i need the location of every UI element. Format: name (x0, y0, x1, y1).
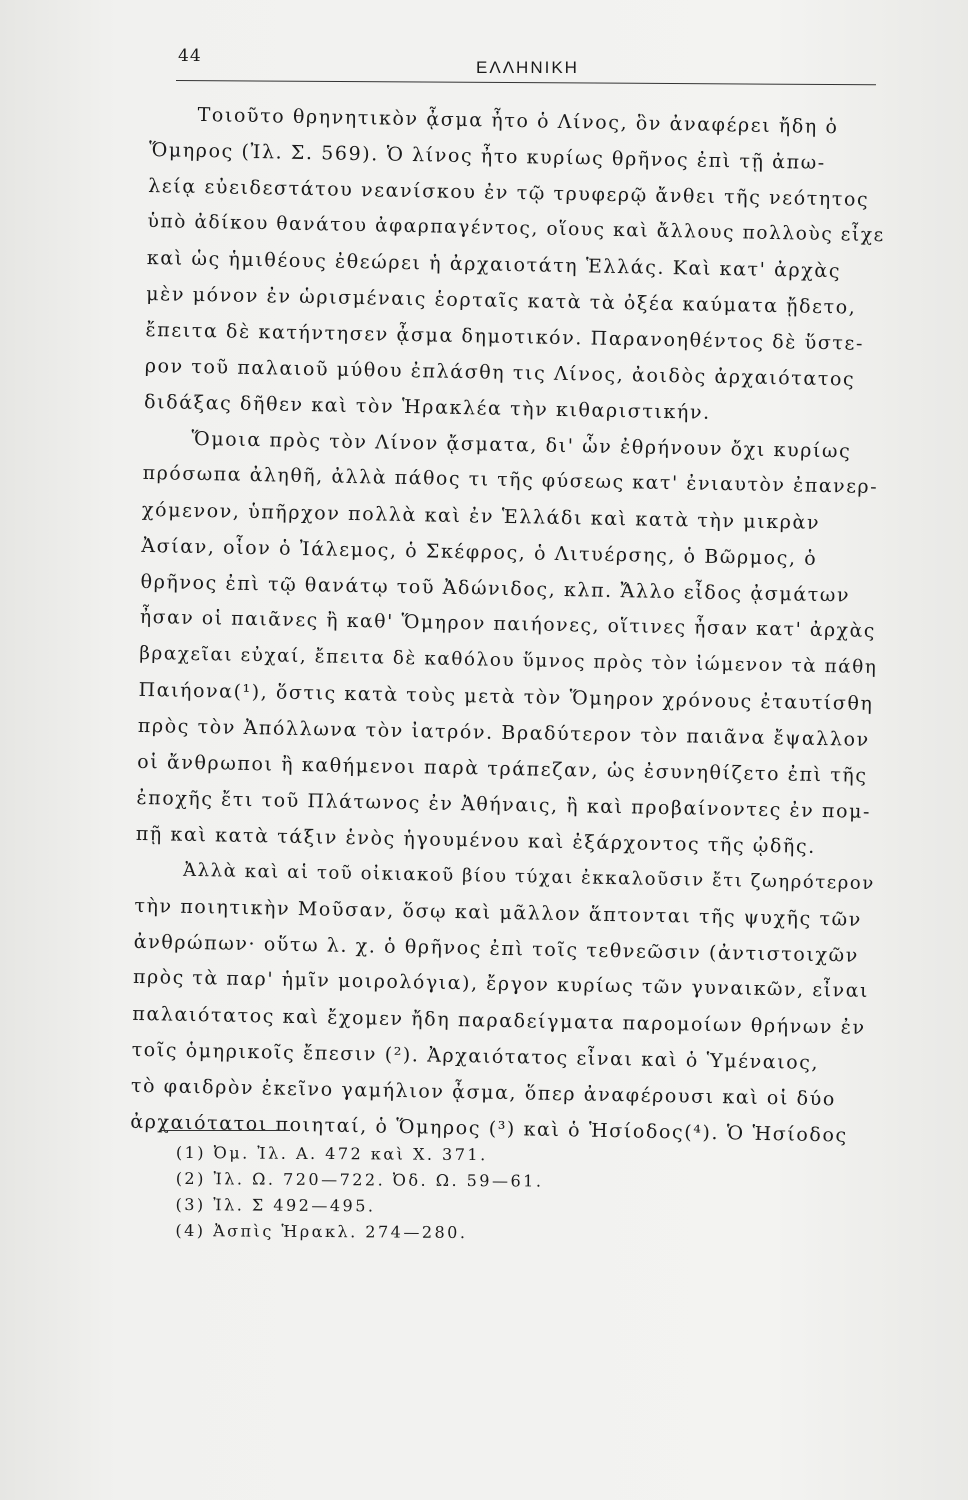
text-line: θρῆνος ἐπὶ τῷ θανάτῳ τοῦ Ἀδώνιδος, κλπ. Ἄλλο εἶδος ᾀσμάτων (140, 570, 851, 607)
text-line: τὸ φαιδρὸν ἐκεῖνο γαμήλιον ᾆσμα, ὅπερ ἀναφέρουσι καὶ οἱ δύο (130, 1074, 837, 1111)
text-line: διδάξας δῆθεν καὶ τὸν Ἡρακλέα τὴν κιθαριστικήν. (143, 390, 711, 424)
text-line: τὴν ποιητικὴν Μοῦσαν, ὅσῳ καὶ μᾶλλον ἅπτονται τῆς ψυχῆς τῶν (134, 894, 863, 931)
page-number: 44 (178, 46, 202, 66)
text-line: πρόσωπα ἀληθῆ, ἀλλὰ πάθος τι τῆς φύσεως κατ' ἐνιαυτὸν ἐπανερ- (142, 462, 879, 499)
running-head: ΕΛΛΗΝΙΚΗ (476, 58, 579, 77)
text-line: ρον τοῦ παλαιοῦ μύθου ἐπλάσθη τις Λίνος, ἀοιδὸς ἀρχαιότατος (144, 354, 856, 391)
text-line: ὑπὸ ἀδίκου θανάτου ἀφαρπαγέντος, οἵους καὶ ἄλλους πολλοὺς εἶχε (147, 210, 886, 247)
text-line: βραχεῖαι εὐχαί, ἔπειτα δὲ καθόλου ὕμνος πρὸς τὸν ἰώμενον τὰ πάθη (139, 642, 878, 679)
footnote: (3) Ἰλ. Σ 492—495. (175, 1194, 376, 1216)
text-line: Ἀλλὰ καὶ αἱ τοῦ οἰκιακοῦ βίου τύχαι ἐκκαλοῦσιν ἔτι ζωηρότερον (182, 859, 876, 895)
text-line: ἔπειτα δὲ κατήντησεν ᾆσμα δημοτικόν. Παρανοηθέντος δὲ ὕστε- (145, 318, 865, 355)
footnotes (175, 1140, 676, 1247)
text-line: παλαιότατος καὶ ἔχομεν ἤδη παραδείγματα παρομοίων θρήνων ἐν (132, 1002, 866, 1039)
text-line: Παιήονα(¹), ὅστις κατὰ τοὺς μετὰ τὸν Ὅμηρον χρόνους ἐταυτίσθη (138, 678, 874, 715)
text-line: Ἀσίαν, οἷον ὁ Ἰάλεμος, ὁ Σκέφρος, ὁ Λιτυέρσης, ὁ Βῶρμος, ὁ (141, 534, 818, 570)
text-line: ἀρχαιότατοι ποιηταί, ὁ Ὅμηρος (³) καὶ ὁ Ἡσίοδος(⁴). Ὁ Ἡσίοδος (130, 1110, 848, 1147)
header-rule (176, 80, 876, 85)
footnote: (2) Ἰλ. Ω. 720—722. Ὀδ. Ω. 59—61. (175, 1168, 544, 1191)
footnote: (1) Ὀμ. Ἰλ. Α. 472 καὶ Χ. 371. (175, 1142, 488, 1165)
text-line: Ὅμοια πρὸς τὸν Λίνον ᾄσματα, δι' ὧν ἐθρήνουν ὄχι κυρίως (191, 427, 852, 463)
text-line: Τοιοῦτο θρηνητικὸν ᾆσμα ἦτο ὁ Λίνος, ὃν ἀναφέρει ἤδη ὁ (197, 103, 839, 139)
text-line: καὶ ὡς ἡμιθέους ἐθεώρει ἡ ἀρχαιοτάτη Ἑλλάς. Καὶ κατ' ἀρχὰς (146, 246, 842, 283)
text-line: πῇ καὶ κατὰ τάξιν ἑνὸς ἡγουμένου καὶ ἐξάρχοντος τῆς ᾠδῆς. (135, 822, 817, 858)
text-line: ἀνθρώπων· οὕτω λ. χ. ὁ θρῆνος ἐπὶ τοῖς τεθνεῶσιν (ἀντιστοιχῶν (133, 930, 860, 967)
text-line: μὲν μόνον ἐν ὡρισμέναις ἑορταῖς κατὰ τὰ ὀξέα καύματα ᾔδετο, (145, 282, 857, 319)
text-line: ἦσαν οἱ παιᾶνες ἢ καθ' Ὅμηρον παιήονες, οἵτινες ἦσαν κατ' ἀρχὰς (139, 606, 877, 643)
text-line: ἐποχῆς ἔτι τοῦ Πλάτωνος ἐν Ἀθήναις, ἢ καὶ προβαίνοντες ἐν πομ- (136, 786, 872, 823)
text-line: τοῖς ὁμηρικοῖς ἔπεσιν (²). Ἀρχαιότατος εἶναι καὶ ὁ Ὑμέναιος, (131, 1038, 820, 1075)
text-line: πρὸς τὰ παρ' ἡμῖν μοιρολόγια), ἔργον κυρίως τῶν γυναικῶν, εἶναι (132, 966, 870, 1002)
footnote-rule (160, 1130, 290, 1131)
page-header (176, 44, 876, 84)
text-line: οἱ ἄνθρωποι ἢ καθήμενοι παρὰ τράπεζαν, ὡς ἐσυνηθίζετο ἐπὶ τῆς (137, 750, 868, 787)
text-line: λείᾳ εὐειδεστάτου νεανίσκου ἐν τῷ τρυφερῷ ἄνθει τῆς νεότητος (148, 174, 870, 211)
text-line: πρὸς τὸν Ἀπόλλωνα τὸν ἰατρόν. Βραδύτερον τὸν παιᾶνα ἔψαλλον (137, 714, 870, 751)
footnote: (4) Ἀσπὶς Ἡρακλ. 274—280. (175, 1220, 468, 1243)
text-line: χόμενον, ὑπῆρχον πολλὰ καὶ ἐν Ἑλλάδι καὶ κατὰ τὴν μικρὰν (141, 498, 821, 534)
body-text (130, 96, 885, 1154)
text-line: Ὅμηρος (Ἰλ. Σ. 569). Ὁ λίνος ἦτο κυρίως θρῆνος ἐπὶ τῇ ἀπω- (148, 138, 827, 174)
